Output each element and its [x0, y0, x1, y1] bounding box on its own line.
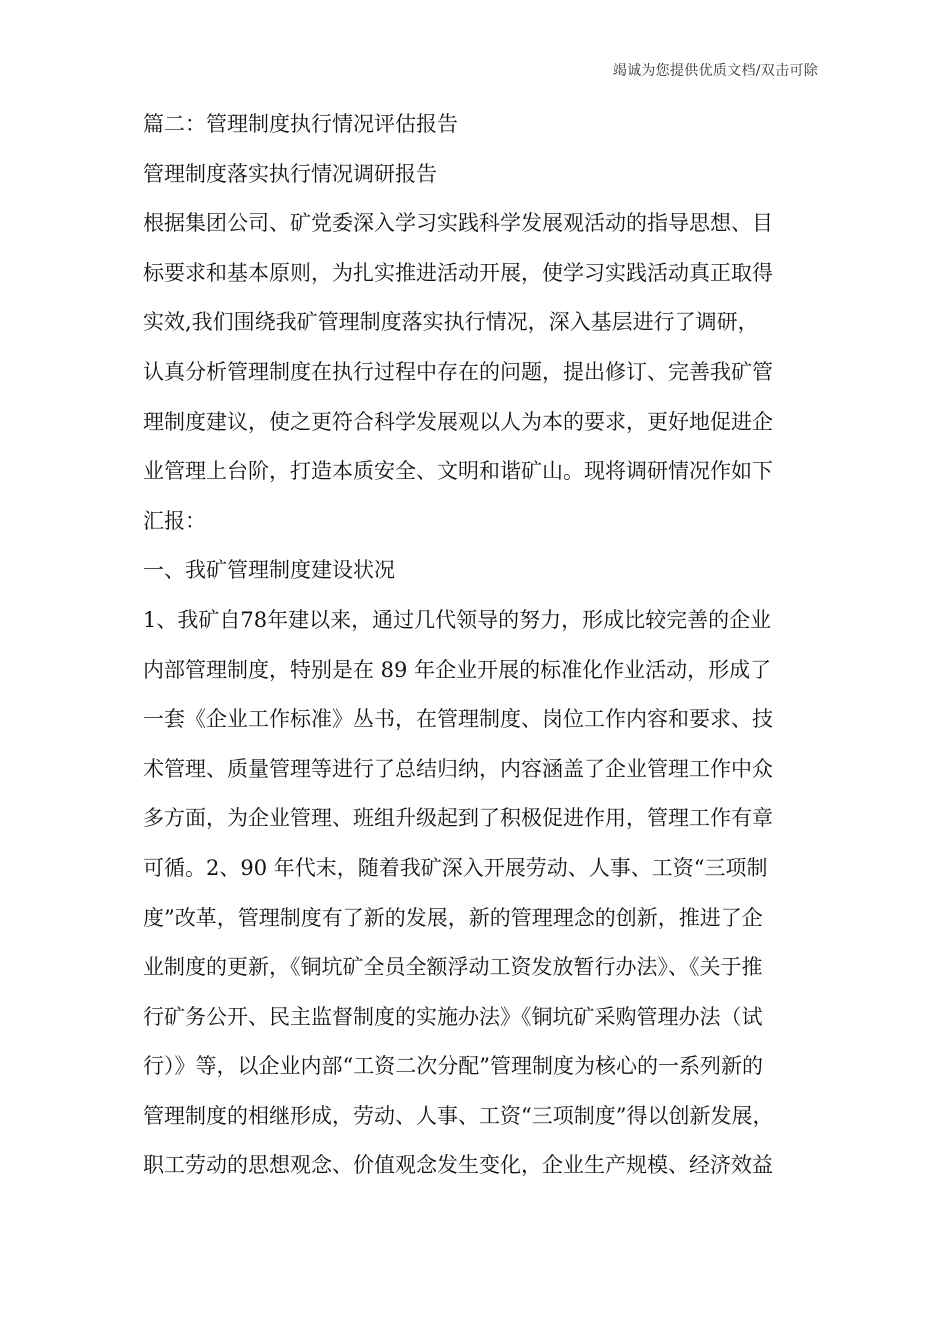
- doc-line: 实效,我们围绕我矿管理制度落实执行情况，深入基层进行了调研，: [143, 310, 759, 335]
- doc-line: 术管理、质量管理等进行了总结归纳，内容涵盖了企业管理工作中众: [143, 756, 773, 781]
- doc-line: 业制度的更新，《铜坑矿全员全额浮动工资发放暂行办法》、《关于推: [143, 955, 763, 980]
- doc-line: 一套《企业工作标准》丛书，在管理制度、岗位工作内容和要求、技: [143, 707, 773, 732]
- doc-line: 1、我矿自78年建以来，通过几代领导的努力，形成比较完善的企业: [143, 607, 772, 632]
- doc-line: 根据集团公司、矿党委深入学习实践科学发展观活动的指导思想、目: [143, 211, 773, 236]
- doc-line: 认真分析管理制度在执行过程中存在的问题，提出修订、完善我矿管: [143, 359, 773, 384]
- header-note: 竭诚为您提供优质文档/双击可除: [612, 63, 818, 79]
- doc-line: 一、我矿管理制度建设状况: [143, 558, 395, 583]
- doc-line: 多方面，为企业管理、班组升级起到了积极促进作用，管理工作有章: [143, 806, 773, 831]
- doc-line: 职工劳动的思想观念、价值观念发生变化，企业生产规模、经济效益: [143, 1153, 773, 1178]
- doc-line: 篇二：管理制度执行情况评估报告: [143, 112, 458, 136]
- doc-line: 可循。2、90 年代末，随着我矿深入开展劳动、人事、工资“三项制: [143, 855, 768, 880]
- doc-line: 汇报：: [143, 508, 206, 533]
- doc-line: 内部管理制度，特别是在 89 年企业开展的标准化作业活动，形成了: [143, 657, 772, 682]
- doc-line: 标要求和基本原则，为扎实推进活动开展，使学习实践活动真正取得: [143, 260, 773, 285]
- doc-line: 管理制度落实执行情况调研报告: [143, 161, 437, 186]
- doc-line: 度”改革，管理制度有了新的发展，新的管理理念的创新，推进了企: [143, 905, 763, 930]
- doc-line: 行矿务公开、民主监督制度的实施办法》《铜坑矿采购管理办法（试: [143, 1004, 763, 1029]
- doc-line: 理制度建议，使之更符合科学发展观以人为本的要求，更好地促进企: [143, 409, 773, 434]
- doc-line: 管理制度的相继形成，劳动、人事、工资“三项制度”得以创新发展，: [143, 1103, 774, 1128]
- doc-line: 行）》等，以企业内部“工资二次分配”管理制度为核心的一系列新的: [143, 1054, 763, 1079]
- document-body: [143, 100, 821, 1191]
- doc-line: 业管理上台阶，打造本质安全、文明和谐矿山。现将调研情况作如下: [143, 459, 773, 484]
